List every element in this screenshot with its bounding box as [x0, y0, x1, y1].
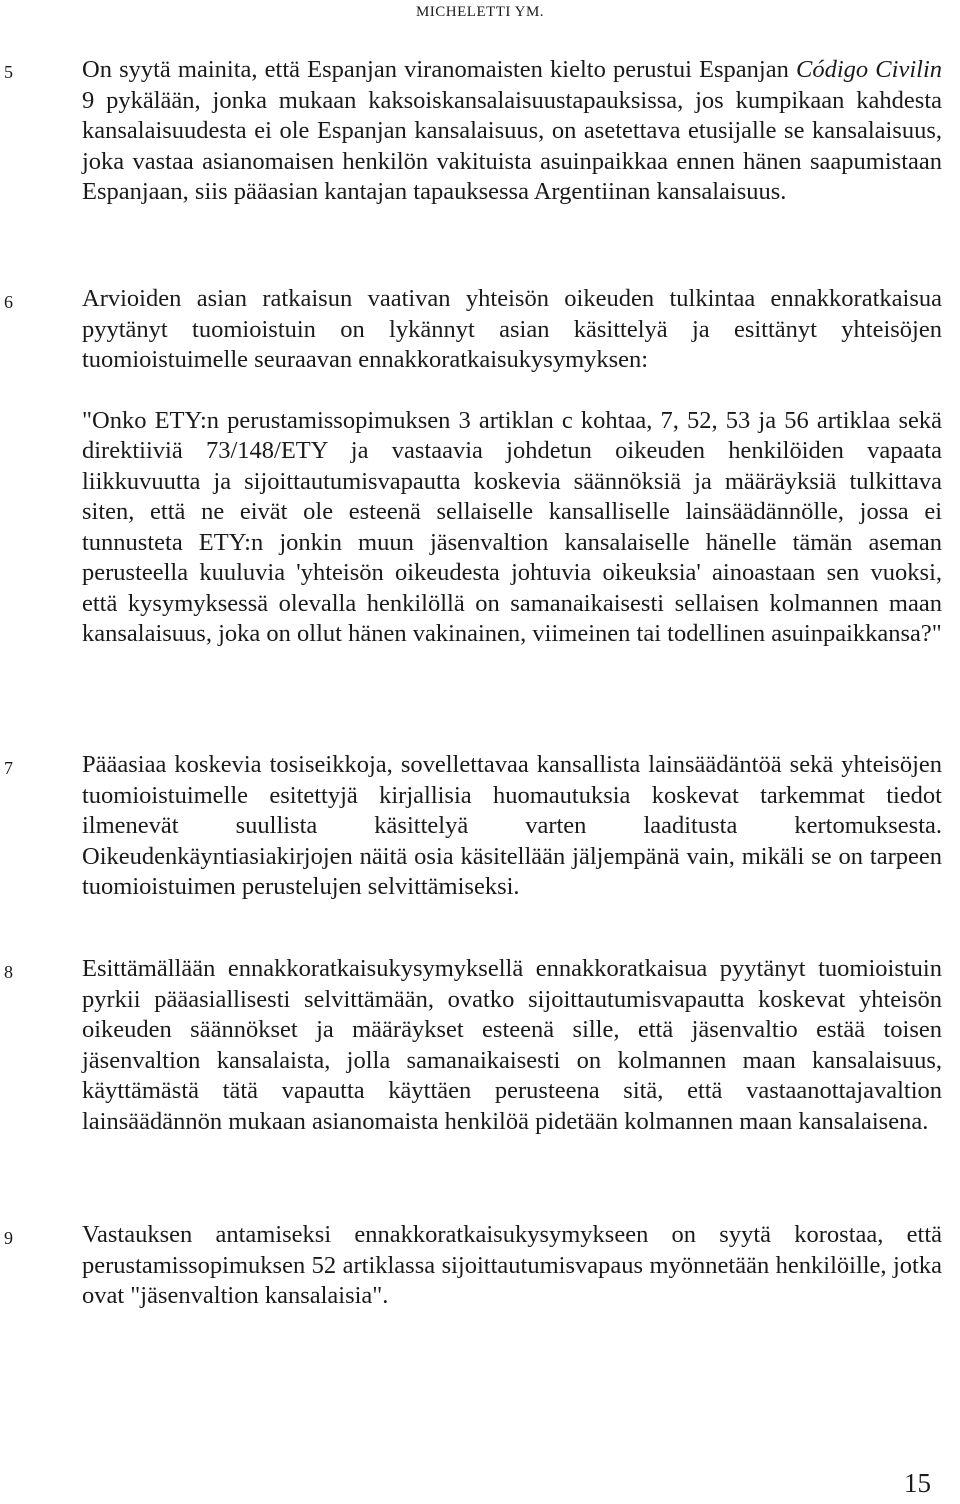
page-number: 15 — [904, 1468, 931, 1498]
paragraph-text-start: On syytä mainita, että Espanjan viranomaisten kielto perustui Espanjan — [82, 56, 797, 83]
italic-term: Código Civilin — [796, 56, 942, 83]
paragraph-text: Vastauksen antamiseksi ennakkoratkaisukysymykseen on syytä korostaa, että perustamissopimuksen 52 artiklassa sijoittautumisvapaus myönnetään henkilöille, jotka ovat "jäsenvaltion kansalaisia". — [82, 1221, 942, 1309]
paragraph-6 — [82, 284, 942, 650]
running-head: MICHELETTI YM. — [415, 4, 545, 20]
paragraph-text — [82, 55, 942, 208]
paragraph-number: 9 — [4, 1228, 13, 1248]
paragraph-text: Pääasiaa koskevia tosiseikkoja, sovellettavaa kansallista lainsäädäntöä sekä yhteisöjen tuomioistuimelle esitettyjä kirjallisia huomautuksia koskevat tarkemmat tiedot ilmenevät suullista käsittelyä varten laaditusta kertomuksesta. Oikeudenkäyntiasiakirjojen näitä osia käsitellään jäljempänä vain, mikäli se on tarpeen tuomioistuimen perustelujen selvittämiseksi. — [82, 751, 942, 900]
paragraph-number: 7 — [4, 758, 13, 778]
paragraph-5 — [82, 55, 942, 208]
paragraph-number: 5 — [4, 62, 13, 82]
paragraph-text-end: 9 pykälään, jonka mukaan kaksoiskansalaisuustapauksissa, jos kumpikaan kahdesta kansalaisuudesta ei ole Espanjan kansalaisuus, on asetettava etusijalle se kansalaisuus, joka vastaa asianomaisen henkilön vakituista asuinpaikkaa ennen hänen saapumistaan Espanjaan, siis pääasian kantajan tapauksessa Argentiinan kansalaisuus. — [82, 86, 942, 205]
paragraph-text: Esittämällään ennakkoratkaisukysymyksellä ennakkoratkaisua pyytänyt tuomioistuin pyrkii pääasiallisesti selvittämään, ovatko sijoittautumisvapautta koskevat yhteisön oikeuden säännökset ja määräykset esteenä sille, että jäsenvaltio estää toisen jäsenvaltion kansalaista, jolla samanaikaisesti on kolmannen maan kansalaisuus, käyttämästä tätä vapautta käyttäen perusteena sitä, että vastaanottajavaltion lainsäädännön mukaan asianomaista henkilöä pidetään kolmannen maan kansalaisena. — [82, 955, 942, 1135]
paragraph-8 — [82, 954, 942, 1137]
paragraph-7 — [82, 750, 942, 903]
paragraph-number: 8 — [4, 962, 13, 982]
quoted-question: "Onko ETY:n perustamissopimuksen 3 artiklan c kohtaa, 7, 52, 53 ja 56 artiklaa sekä direktiiviä 73/148/ETY ja vastaavia johdetun oikeuden henkilöiden vapaata liikkuvuutta ja sijoittautumisvapautta koskevia säännöksiä ja määräyksiä tulkittava siten, että ne eivät ole esteenä sellaiselle kansalliselle lainsäädännölle, jossa ei tunnusteta ETY:n jonkin muun jäsenvaltion kansalaiselle hänelle tämän aseman perusteella kuuluvia 'yhteisön oikeudesta johtuvia oikeuksia' ainoastaan sen vuoksi, että kysymyksessä olevalla henkilöllä on samanaikaisesti sellaisen kolmannen maan kansalaisuus, joka on ollut hänen vakinainen, viimeinen tai todellinen asuinpaikkansa?" — [82, 406, 942, 647]
paragraph-9 — [82, 1220, 942, 1312]
paragraph-text: Arvioiden asian ratkaisun vaativan yhteisön oikeuden tulkintaa ennakkoratkaisua pyytänyt tuomioistuin on lykännyt asian käsittelyä ja esittänyt yhteisöjen tuomioistuimelle seuraavan ennakkoratkaisukysymyksen: — [82, 285, 942, 373]
paragraph-number: 6 — [4, 292, 13, 312]
